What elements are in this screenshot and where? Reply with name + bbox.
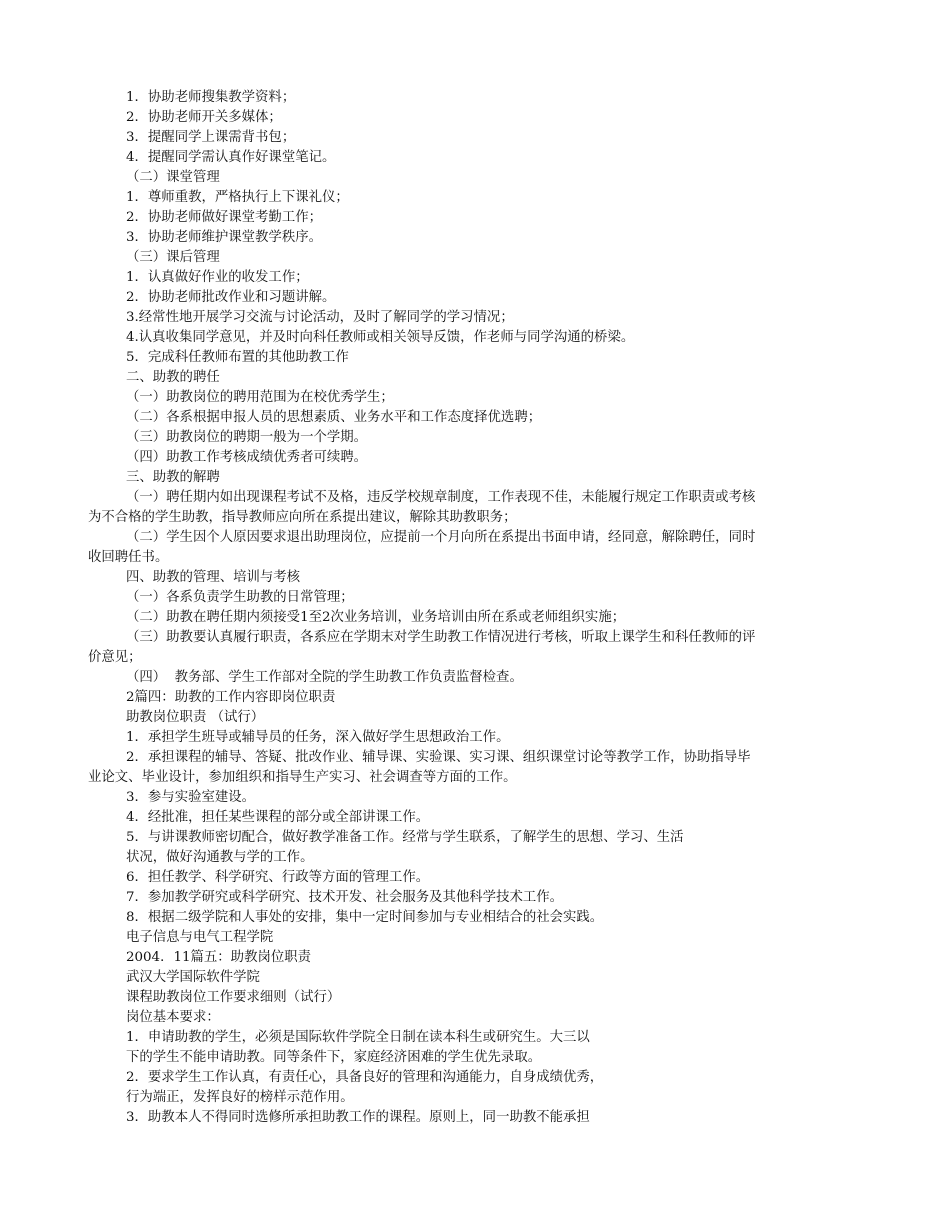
text-line: 电子信息与电气工程学院: [126, 930, 274, 945]
section-heading: （三）课后管理: [126, 250, 220, 265]
text-line: 3．提醒同学上课需背书包；: [126, 130, 296, 145]
text-line: 1．申请助教的学生，必须是国际软件学院全日制在读本科生或研究生。大三以: [126, 1030, 590, 1045]
text-line: 岗位基本要求：: [126, 1010, 220, 1025]
text-line: （四）助教工作考核成绩优秀者可续聘。: [126, 450, 368, 465]
text-line: 行为端正，发挥良好的榜样示范作用。: [126, 1090, 354, 1105]
text-line: 1．承担学生班导或辅导员的任务，深入做好学生思想政治工作。: [126, 730, 510, 745]
text-line: 收回聘任书。: [88, 550, 169, 565]
text-line: 5．与讲课教师密切配合，做好教学准备工作。经常与学生联系，了解学生的思想、学习、生活: [126, 830, 684, 845]
text-line: （一）助教岗位的聘用范围为在校优秀学生；: [126, 390, 394, 405]
text-line: 1．认真做好作业的收发工作；: [126, 270, 309, 285]
text-line: 为不合格的学生助教，指导教师应向所在系提出建议，解除其助教职务；: [88, 510, 517, 525]
text-line: 8．根据二级学院和人事处的安排，集中一定时间参加与专业相结合的社会实践。: [126, 910, 604, 925]
text-line: 2．承担课程的辅导、答疑、批改作业、辅导课、实验课、实习课、组织课堂讨论等教学工作，协助指导毕: [126, 750, 751, 765]
text-line: 4.认真收集同学意见，并及时向科任教师或相关领导反馈，作老师与同学沟通的桥梁。: [126, 330, 635, 345]
text-line: 3.经常性地开展学习交流与讨论活动，及时了解同学的学习情况；: [126, 310, 514, 325]
section-heading: 2004．11篇五：助教岗位职责: [126, 950, 312, 965]
text-line: 7．参加教学研究或科学研究、技术开发、社会服务及其他科学技术工作。: [126, 890, 564, 905]
section-heading: 二、助教的聘任: [126, 370, 220, 385]
text-line: 2．要求学生工作认真，有责任心，具备良好的管理和沟通能力，自身成绩优秀，: [126, 1070, 604, 1085]
text-line: （一）各系负责学生助教的日常管理；: [126, 590, 354, 605]
text-line: 下的学生不能申请助教。同等条件下，家庭经济困难的学生优先录取。: [126, 1050, 542, 1065]
text-line: （二）各系根据申报人员的思想素质、业务水平和工作态度择优选聘；: [126, 410, 542, 425]
text-line: 1．协助老师搜集教学资料；: [126, 90, 296, 105]
text-line: （一）聘任期内如出现课程考试不及格，违反学校规章制度，工作表现不佳，未能履行规定工作职责或考核: [126, 490, 756, 505]
text-line: 6．担任教学、科学研究、行政等方面的管理工作。: [126, 870, 430, 885]
text-line: 1．尊师重教，严格执行上下课礼仪；: [126, 190, 349, 205]
text-line: 业论文、毕业设计，参加组织和指导生产实习、社会调查等方面的工作。: [88, 770, 517, 785]
text-line: （二）助教在聘任期内须接受1至2次业务培训，业务培训由所在系或老师组织实施；: [126, 610, 626, 625]
text-line: 4．提醒同学需认真作好课堂笔记。: [126, 150, 336, 165]
section-heading: 四、助教的管理、培训与考核: [126, 570, 301, 585]
section-heading: 三、助教的解聘: [126, 470, 220, 485]
text-line: 2．协助老师开关多媒体；: [126, 110, 282, 125]
text-line: 课程助教岗位工作要求细则（试行）: [126, 990, 341, 1005]
text-line: （三）助教岗位的聘期一般为一个学期。: [126, 430, 368, 445]
text-line: 状况，做好沟通教与学的工作。: [126, 850, 314, 865]
text-line: 3．助教本人不得同时选修所承担助教工作的课程。原则上，同一助教不能承担: [126, 1110, 590, 1125]
text-line: 2．协助老师做好课堂考勤工作；: [126, 210, 322, 225]
text-line: （二）学生因个人原因要求退出助理岗位，应提前一个月向所在系提出书面申请，经同意，解除聘任，同时: [126, 530, 756, 545]
text-line: 价意见；: [88, 650, 142, 665]
text-line: （四） 教务部、学生工作部对全院的学生助教工作负责监督检查。: [126, 670, 523, 685]
text-line: 武汉大学国际软件学院: [126, 970, 260, 985]
section-heading: 助教岗位职责 （试行）: [126, 710, 265, 725]
section-heading: 2篇四：助教的工作内容即岗位职责: [126, 690, 336, 705]
text-line: 2．协助老师批改作业和习题讲解。: [126, 290, 336, 305]
text-line: 3．参与实验室建设。: [126, 790, 256, 805]
text-line: 5．完成科任教师布置的其他助教工作: [126, 350, 349, 365]
section-heading: （二）课堂管理: [126, 170, 220, 185]
text-line: （三）助教要认真履行职责，各系应在学期末对学生助教工作情况进行考核，听取上课学生和科任教师的评: [126, 630, 756, 645]
text-line: 3．协助老师维护课堂教学秩序。: [126, 230, 322, 245]
text-line: 4．经批准，担任某些课程的部分或全部讲课工作。: [126, 810, 430, 825]
